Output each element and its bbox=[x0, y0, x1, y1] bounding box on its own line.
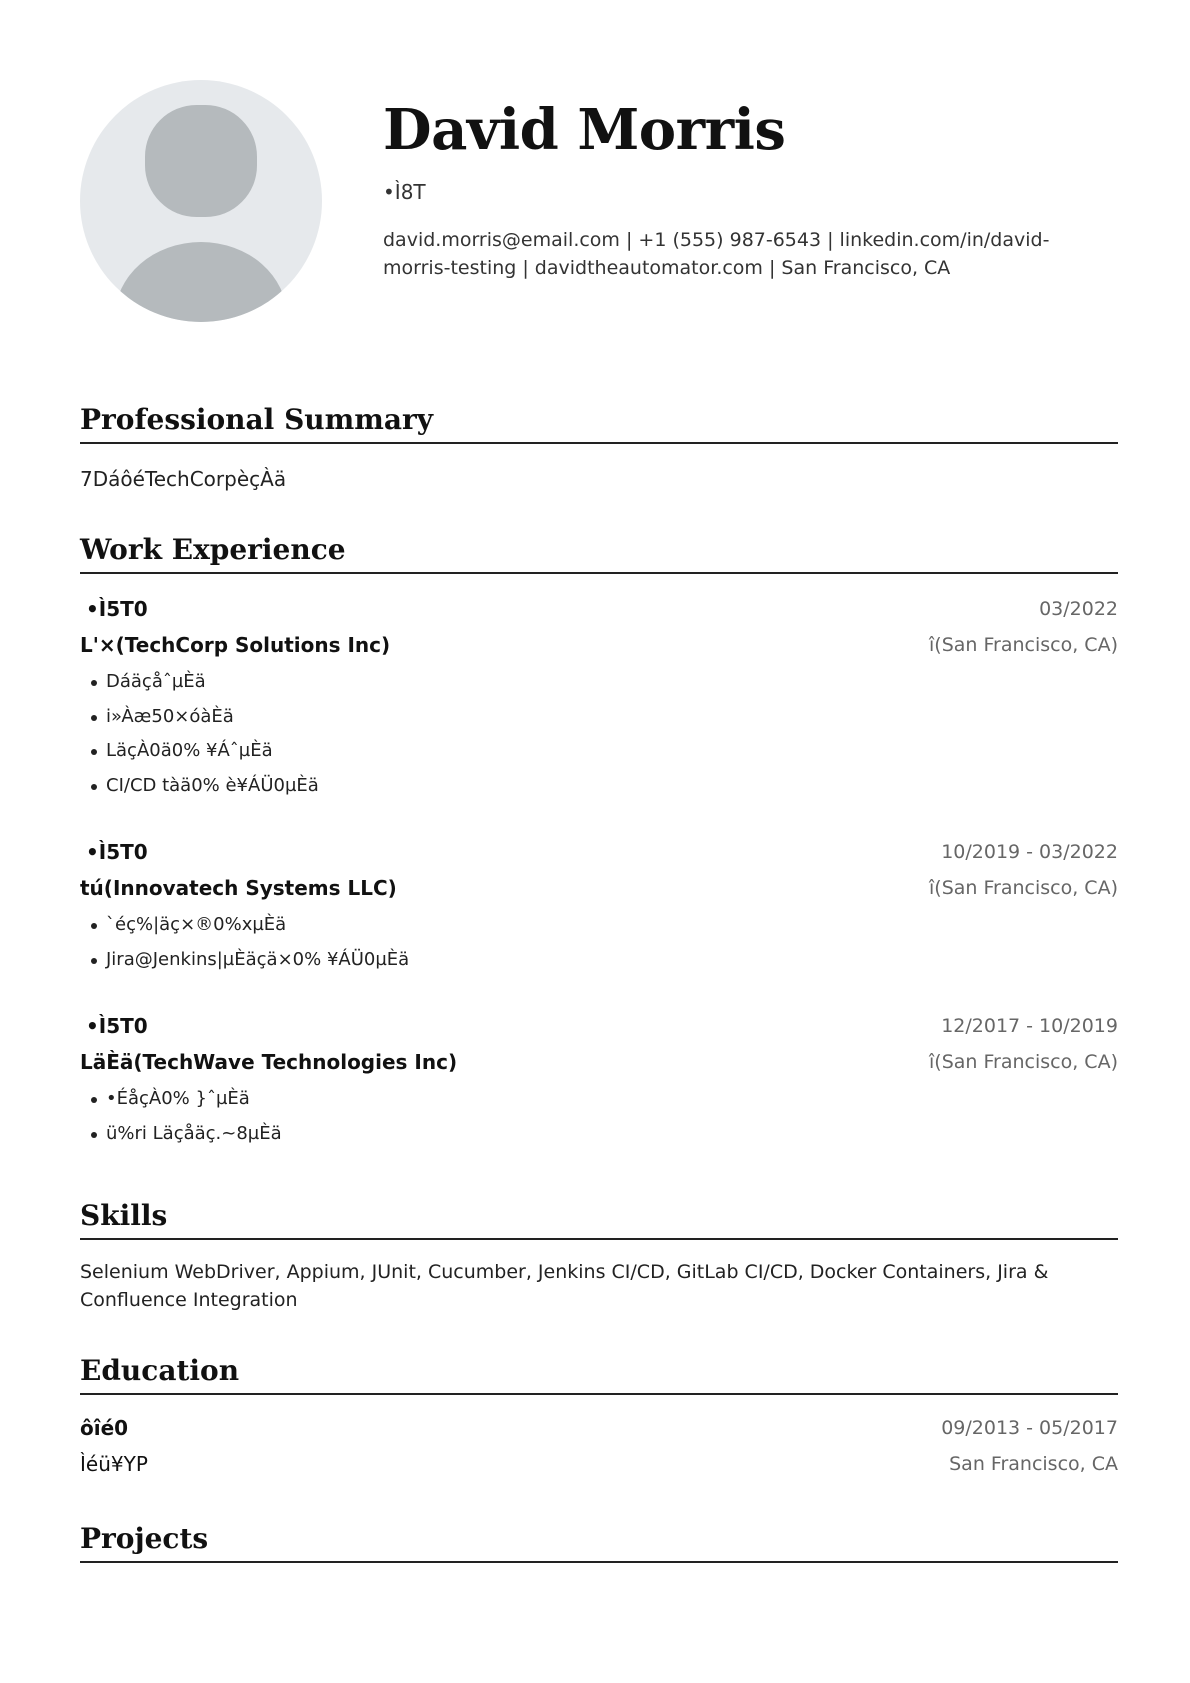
education-entry bbox=[80, 1412, 1118, 1484]
education-location: San Francisco, CA bbox=[949, 1453, 1118, 1475]
contact-info: david.morris@email.com | +1 (555) 987-6543 | linkedin.com/in/david-morris-testing | davidtheautomator.com | San Francisco, CA bbox=[383, 229, 1050, 279]
job-location: î(San Francisco, CA) bbox=[929, 1051, 1118, 1073]
skills-heading: Skills bbox=[80, 1196, 1118, 1240]
projects-heading: Projects bbox=[80, 1519, 1118, 1563]
job-bullet: DáäçåˆµÈä bbox=[80, 665, 1118, 700]
job-company: LäÈä(TechWave Technologies Inc) bbox=[80, 1050, 458, 1074]
job-bullet: i»Àæ50×óàÈä bbox=[80, 700, 1118, 735]
job-location: î(San Francisco, CA) bbox=[929, 877, 1118, 899]
experience-heading: Work Experience bbox=[80, 530, 1118, 574]
education-heading: Education bbox=[80, 1351, 1118, 1395]
job-date: 10/2019 - 03/2022 bbox=[941, 841, 1118, 863]
job-title: •Ì5T0 bbox=[86, 840, 148, 864]
job-bullet: LäçÀ0ä0% ¥ÁˆµÈä bbox=[80, 734, 1118, 769]
job-entry bbox=[80, 836, 1118, 977]
job-bullet: •ÉåçÀ0% }ˆµÈä bbox=[80, 1082, 1118, 1117]
job-bullets bbox=[80, 1082, 1118, 1151]
resume-header bbox=[383, 92, 1103, 282]
candidate-name: David Morris bbox=[383, 97, 786, 163]
job-bullet: Jira@Jenkins|µÈäçä×0% ¥ÁÜ0µÈä bbox=[80, 943, 1118, 978]
summary-text: 7DáôéTechCorpèçÀä bbox=[80, 467, 287, 491]
job-bullet: ü%ri Läçåäç.~8µÈä bbox=[80, 1117, 1118, 1152]
job-date: 03/2022 bbox=[1039, 598, 1118, 620]
skills-text: Selenium WebDriver, Appium, JUnit, Cucumber, Jenkins CI/CD, GitLab CI/CD, Docker Containers, Jira & Confluence Integration bbox=[80, 1261, 1049, 1311]
candidate-title: •Ì8T bbox=[383, 180, 426, 204]
job-title-row bbox=[80, 1010, 1118, 1046]
job-bullets bbox=[80, 665, 1118, 803]
job-entry bbox=[80, 1010, 1118, 1151]
job-title: •Ì5T0 bbox=[86, 1014, 148, 1038]
job-date: 12/2017 - 10/2019 bbox=[941, 1015, 1118, 1037]
job-company-row bbox=[80, 872, 1118, 908]
job-company-row bbox=[80, 1046, 1118, 1082]
job-company: L'×(TechCorp Solutions Inc) bbox=[80, 633, 391, 657]
education-degree: ôîé0 bbox=[80, 1416, 129, 1440]
job-entry bbox=[80, 593, 1118, 803]
education-school-row bbox=[80, 1448, 1118, 1484]
avatar-placeholder bbox=[80, 80, 322, 322]
job-title-row bbox=[80, 593, 1118, 629]
avatar-body-shape bbox=[115, 242, 287, 322]
job-title: •Ì5T0 bbox=[86, 597, 148, 621]
job-company-row bbox=[80, 629, 1118, 665]
job-location: î(San Francisco, CA) bbox=[929, 634, 1118, 656]
job-bullet: CI/CD tàä0% è¥ÁÜ0µÈä bbox=[80, 769, 1118, 804]
job-bullet: `éç%|äç×®0%xµÈä bbox=[80, 908, 1118, 943]
education-date: 09/2013 - 05/2017 bbox=[941, 1417, 1118, 1439]
summary-heading: Professional Summary bbox=[80, 400, 1118, 444]
education-degree-row bbox=[80, 1412, 1118, 1448]
education-school: Ìéü¥YP bbox=[80, 1452, 148, 1476]
avatar-head-shape bbox=[145, 105, 257, 217]
job-company: tú(Innovatech Systems LLC) bbox=[80, 876, 397, 900]
job-title-row bbox=[80, 836, 1118, 872]
job-bullets bbox=[80, 908, 1118, 977]
